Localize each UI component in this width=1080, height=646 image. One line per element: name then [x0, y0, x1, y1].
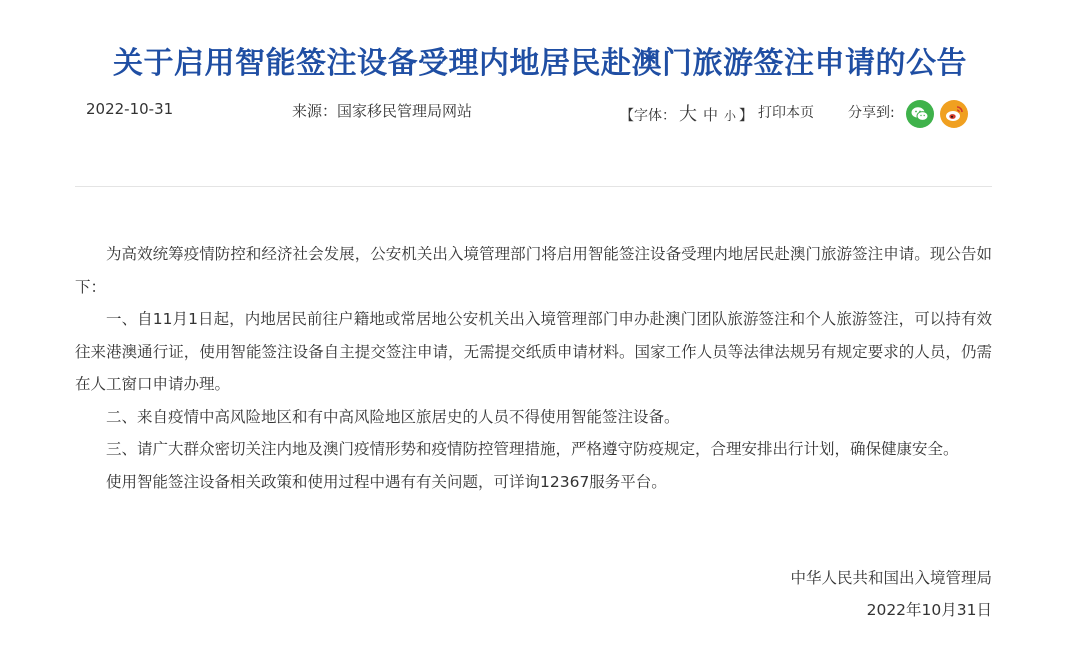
paragraph-item-3: 三、请广大群众密切关注内地及澳门疫情形势和疫情防控管理措施，严格遵守防疫规定，合理安排出行计划，确保健康安全。 — [106, 440, 959, 458]
paragraph-item-2: 二、来自疫情中高风险地区和有中高风险地区旅居史的人员不得使用智能签注设备。 — [106, 407, 680, 426]
publish-date: 2022-10-31 — [86, 100, 174, 118]
font-size-medium-button[interactable]: 中 — [703, 106, 719, 124]
paragraph-contact: 使用智能签注设备相关政策和使用过程中遇有有关问题，可详询12367服务平台。 — [106, 472, 667, 491]
paragraph-intro: 为高效统筹疫情防控和经济社会发展，公安机关出入境管理部门将启用智能签注设备受理内地居民赴澳门旅游签注申请。现公告如下： — [75, 245, 992, 296]
share-label: 分享到: — [848, 105, 895, 121]
font-size-small-button[interactable]: 小 — [724, 109, 737, 123]
font-size-prefix: 【字体： — [620, 108, 676, 124]
font-size-control — [620, 100, 753, 126]
font-size-large-button[interactable]: 大 — [679, 104, 697, 125]
article-body — [75, 238, 992, 498]
weibo-icon[interactable] — [940, 100, 968, 128]
article-source: 来源：国家移民管理局网站 — [292, 102, 473, 120]
print-page-link[interactable]: 打印本页 — [758, 105, 814, 121]
wechat-icon[interactable] — [906, 100, 934, 128]
signature-date: 2022年10月31日 — [866, 601, 992, 619]
font-size-suffix: 】 — [739, 108, 754, 124]
header-divider — [75, 186, 992, 187]
signature-organization: 中华人民共和国出入境管理局 — [790, 569, 992, 587]
page-title: 关于启用智能签注设备受理内地居民赴澳门旅游签注申请的公告 — [113, 46, 967, 81]
paragraph-item-1: 一、自11月1日起，内地居民前往户籍地或常居地公安机关出入境管理部门申办赴澳门团队旅游签注和个人旅游签注，可以持有效往来港澳通行证，使用智能签注设备自主提交签注申请，无需提交纸质申请材料。国家工作人员等法律法规另有规定要求的人员，仍需在人工窗口申请办理。 — [75, 310, 992, 393]
